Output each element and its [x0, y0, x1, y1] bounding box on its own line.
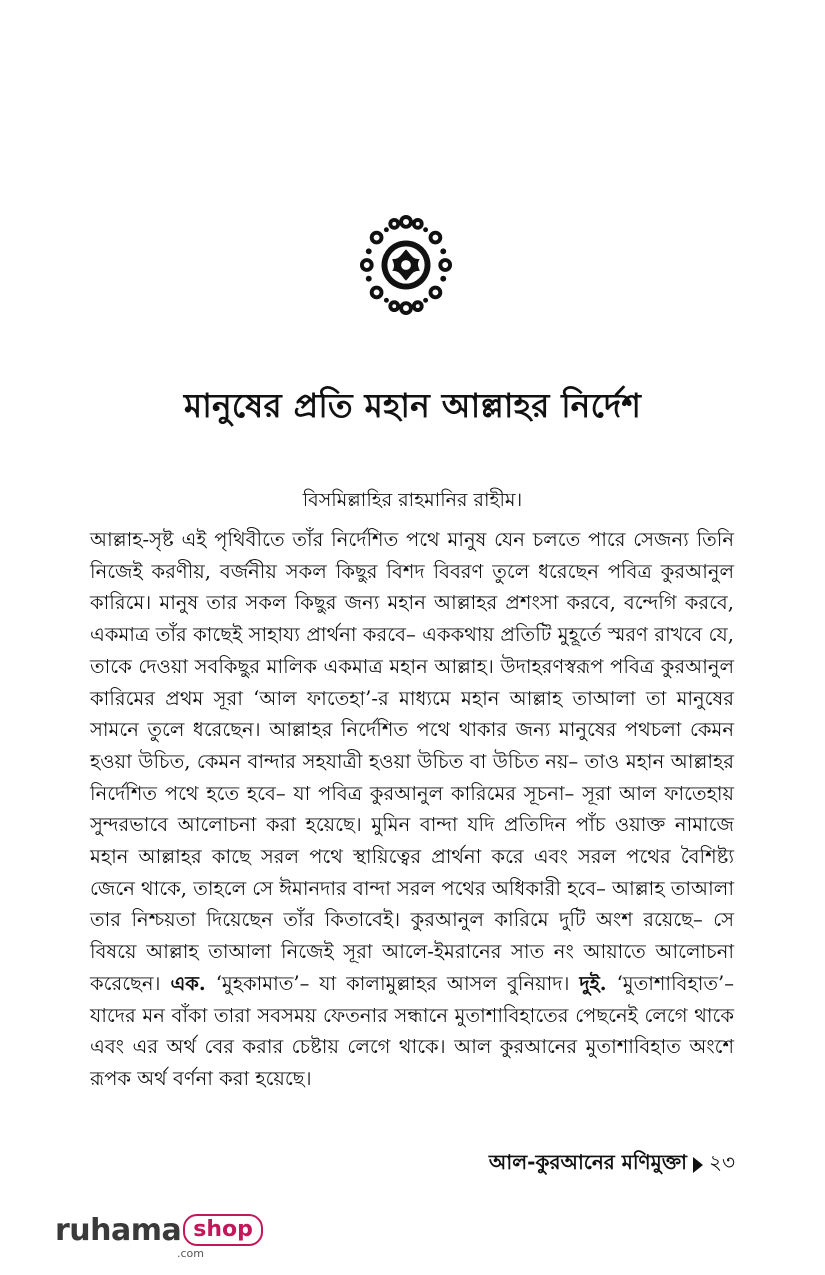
logo-brand-text: ruhama	[55, 1213, 182, 1248]
point-marker-one: এক.	[170, 971, 206, 995]
book-title: আল-কুরআনের মণিমুক্তা	[488, 1150, 687, 1174]
point-marker-two: দুই.	[579, 971, 607, 995]
logo-domain-text: .com	[177, 1247, 204, 1260]
body-text	[90, 524, 734, 1095]
ruhamashop-logo	[55, 1213, 263, 1260]
body-paragraph-part-3: ‘মুতাশাবিহাত’– যাদের মন বাঁকা তারা সবসময় ফেতনার সন্ধানে মুতাশাবিহাতের পেছনেই লেগে থাকে এবং এর অর্থ বের করার চেষ্টায় লেগে থাকে। আল কুরআনের মুতাশাবিহাত অংশে রূপক অর্থ বর্ণনা করা হয়েছে।	[90, 971, 734, 1090]
page-number: ২৩	[708, 1150, 735, 1174]
bismillah-line: বিসমিল্লাহির রাহমানির রাহীম।	[302, 489, 523, 511]
logo-shop-badge: shop	[183, 1214, 263, 1246]
body-paragraph-part-2: ‘মুহকামাত’– যা কালামুল্লাহর আসল বুনিয়াদ।	[215, 971, 570, 995]
triangle-right-icon	[693, 1157, 703, 1173]
running-footer	[489, 1148, 735, 1181]
floral-ornament-icon	[357, 210, 455, 320]
body-paragraph-part-1: আল্লাহ-সৃষ্ট এই পৃথিবীতে তাঁর নির্দেশিত পথে মানুষ যেন চলতে পারে সেজন্য তিনি নিজেই করণীয়, বর্জনীয় সকল কিছুর বিশদ বিবরণ তুলে ধরেছেন পবিত্র কুরআনুল কারিমে। মানুষ তার সকল কিছুর জন্য মহান আল্লাহর প্রশংসা করবে, বন্দেগি করবে, একমাত্র তাঁর কাছেই সাহায্য প্রার্থনা করবে– এককথায় প্রতিটি মুহূর্তে স্মরণ রাখবে যে, তাকে দেওয়া সবকিছুর মালিক একমাত্র মহান আল্লাহ। উদাহরণস্বরূপ পবিত্র কুরআনুল কারিমের প্রথম সূরা ‘আল ফাতেহা’-র মাধ্যমে মহান আল্লাহ তাআলা তা মানুষের সামনে তুলে ধরেছেন। আল্লাহর নির্দেশিত পথে থাকার জন্য মানুষের পথচলা কেমন হওয়া উচিত, কেমন বান্দার সহযাত্রী হওয়া উচিত বা উচিত নয়– তাও মহান আল্লাহর নির্দেশিত পথে হতে হবে– যা পবিত্র কুরআনুল কারিমের সূচনা– সূরা আল ফাতেহায় সুন্দরভাবে আলোচনা করা হয়েছে। মুমিন বান্দা যদি প্রতিদিন পাঁচ ওয়াক্ত নামাজে মহান আল্লাহর কাছে সরল পথে স্থায়িত্বের প্রার্থনা করে এবং সরল পথের বৈশিষ্ট্য জেনে থাকে, তাহলে সে ঈমানদার বান্দা সরল পথের অধিকারী হবে– আল্লাহ তাআলা তার নিশ্চয়তা দিয়েছেন তাঁর কিতাবেই। কুরআনুল কারিমে দুটি অংশ রয়েছে– সে বিষয়ে আল্লাহ তাআলা নিজেই সূরা আলে-ইমরানের সাত নং আয়াতে আলোচনা করেছেন।	[90, 528, 734, 995]
chapter-title: মানুষের প্রতি মহান আল্লাহর নির্দেশ	[183, 386, 642, 425]
